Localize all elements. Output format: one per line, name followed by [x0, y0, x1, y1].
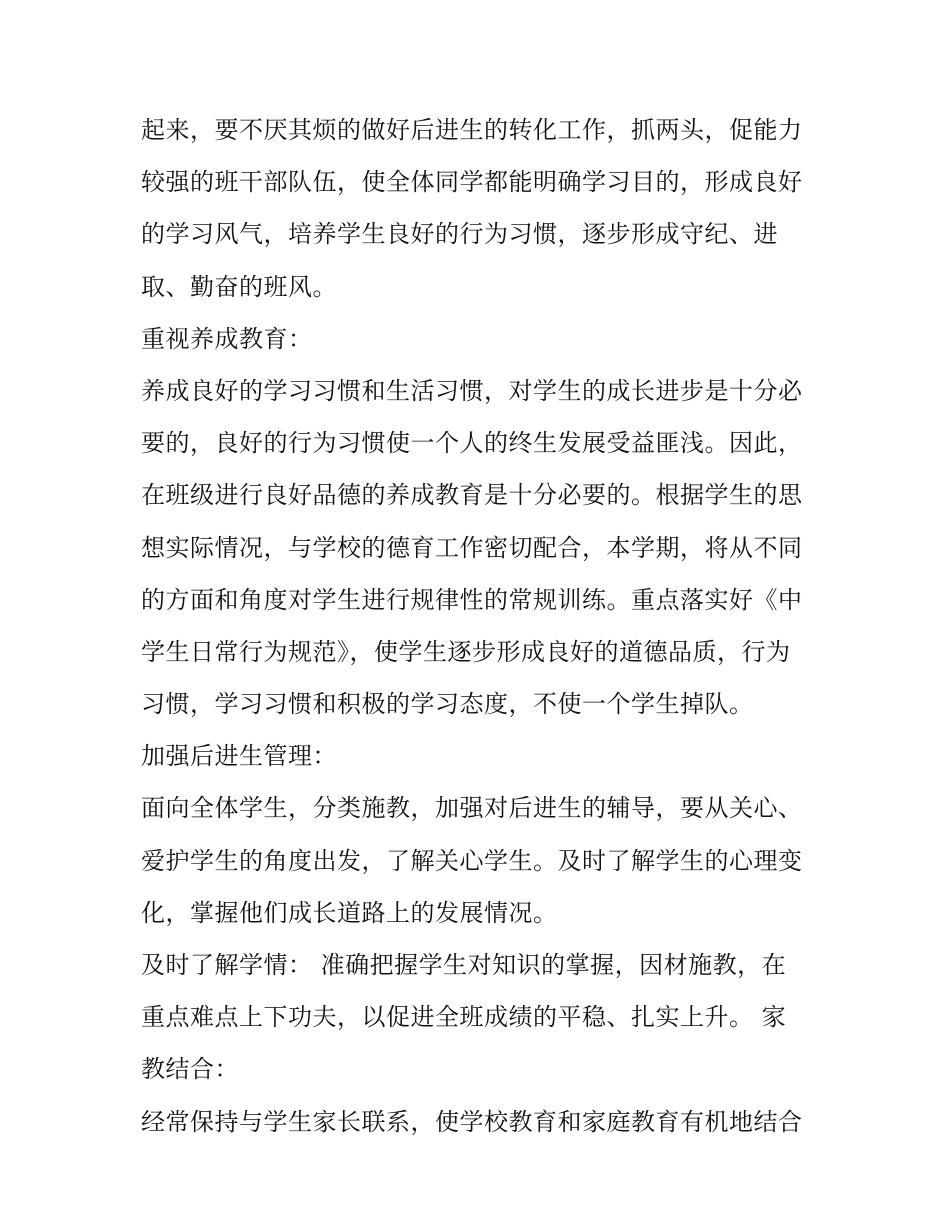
- text-line: 习惯，学习习惯和积极的学习态度，不使一个学生掉队。: [141, 690, 754, 719]
- text-line: 爱护学生的角度出发，了解关心学生。及时了解学生的心理变: [141, 846, 803, 875]
- text-line: 较强的班干部队伍，使全体同学都能明确学习目的，形成良好: [141, 168, 803, 197]
- section-heading: 重视养成教育：: [141, 324, 313, 353]
- text-line: 化，掌握他们成长道路上的发展情况。: [141, 898, 558, 927]
- text-line: 面向全体学生，分类施教，加强对后进生的辅导，要从关心、: [141, 794, 803, 823]
- text-line: 及时了解学情： 准确把握学生对知识的掌握，因材施教，在: [141, 951, 787, 979]
- text-line: 教结合：: [141, 1055, 239, 1084]
- text-line: 想实际情况，与学校的德育工作密切配合，本学期，将从不同: [141, 533, 803, 562]
- section-heading: 加强后进生管理：: [141, 742, 337, 771]
- text-line: 要的，良好的行为习惯使一个人的终生发展受益匪浅。因此，: [141, 429, 803, 458]
- body-text: [141, 110, 821, 1154]
- text-line: 的方面和角度对学生进行规律性的常规训练。重点落实好《中: [141, 585, 803, 614]
- text-line: 在班级进行良好品德的养成教育是十分必要的。根据学生的思: [141, 481, 803, 510]
- text-line: 经常保持与学生家长联系，使学校教育和家庭教育有机地结合: [141, 1107, 803, 1136]
- text-line: 重点难点上下功夫，以促进全班成绩的平稳、扎实上升。 家: [141, 1003, 787, 1032]
- text-line: 的学习风气，培养学生良好的行为习惯，逐步形成守纪、进: [141, 220, 778, 249]
- text-line: 起来，要不厌其烦的做好后进生的转化工作，抓两头，促能力: [141, 116, 803, 144]
- text-line: 学生日常行为规范》，使学生逐步形成良好的道德品质，行为: [141, 637, 791, 666]
- text-line: 取、勤奋的班风。: [141, 272, 337, 301]
- text-line: 养成良好的学习习惯和生活习惯，对学生的成长进步是十分必: [141, 376, 803, 405]
